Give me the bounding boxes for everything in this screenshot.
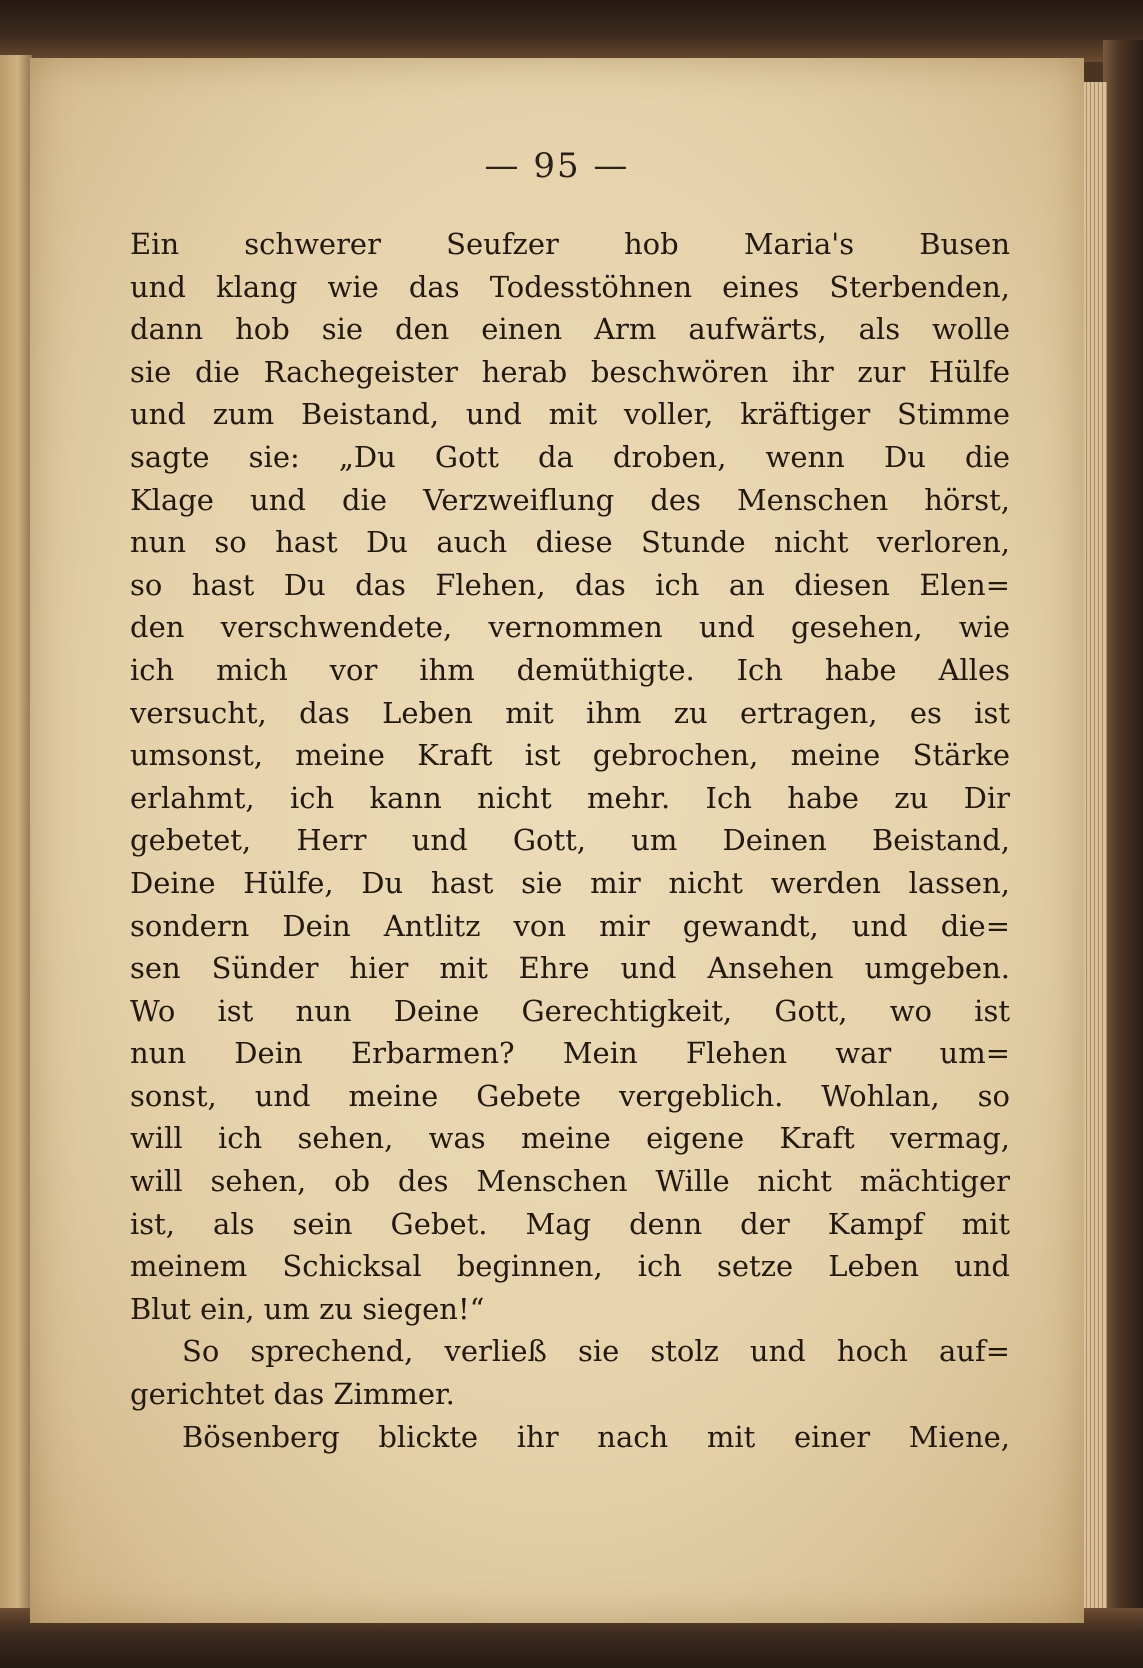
text-line: Blut ein, um zu siegen!“ bbox=[130, 1291, 485, 1326]
previous-page-edge bbox=[0, 55, 34, 1620]
text-line: erlahmt, ich kann nicht mehr. Ich habe zu Dir bbox=[130, 780, 1010, 815]
text-line: Klage und die Verzweiflung des Menschen hörst, bbox=[130, 482, 1010, 517]
text-line: ist, als sein Gebet. Mag denn der Kampf mit bbox=[130, 1206, 1010, 1241]
text-line: Bösenberg blickte ihr nach mit einer Miene, bbox=[182, 1419, 1010, 1454]
text-line: sagte sie: „Du Gott da droben, wenn Du die bbox=[130, 439, 1010, 474]
text-line: meinem Schicksal beginnen, ich setze Leben und bbox=[130, 1249, 1010, 1284]
text-line: sonst, und meine Gebete vergeblich. Wohlan, so bbox=[130, 1078, 1010, 1113]
page-stack-edge bbox=[1082, 82, 1107, 1622]
text-line: gebetet, Herr und Gott, um Deinen Beistand, bbox=[130, 823, 1010, 858]
text-line: sen Sünder hier mit Ehre und Ansehen umgeben. bbox=[130, 951, 1010, 986]
text-line: den verschwendete, vernommen und gesehen, wie bbox=[130, 610, 1010, 645]
page-number: — 95 — bbox=[484, 146, 630, 186]
text-line: Ein schwerer Seufzer hob Maria's Busen bbox=[130, 227, 1010, 261]
book-cover-right-edge bbox=[1103, 40, 1143, 1630]
text-line: will ich sehen, was meine eigene Kraft vermag, bbox=[130, 1121, 1010, 1156]
text-line: so hast Du das Flehen, das ich an diesen Elen= bbox=[130, 567, 1010, 602]
text-line: sie die Rachegeister herab beschwören ihr zur Hülfe bbox=[130, 354, 1010, 389]
book-cover-top-edge bbox=[0, 0, 1143, 62]
text-line: gerichtet das Zimmer. bbox=[130, 1377, 455, 1412]
text-line: umsonst, meine Kraft ist gebrochen, meine Stärke bbox=[130, 738, 1010, 773]
text-line: will sehen, ob des Menschen Wille nicht mächtiger bbox=[130, 1164, 1010, 1199]
text-line: Wo ist nun Deine Gerechtigkeit, Gott, wo ist bbox=[130, 993, 1010, 1028]
text-line: So sprechend, verließ sie stolz und hoch auf= bbox=[182, 1334, 1010, 1369]
text-line: Deine Hülfe, Du hast sie mir nicht werden lassen, bbox=[130, 865, 1010, 900]
text-line: und klang wie das Todesstöhnen eines Sterbenden, bbox=[130, 269, 1010, 304]
text-line: und zum Beistand, und mit voller, kräftiger Stimme bbox=[130, 397, 1010, 432]
page-text bbox=[130, 223, 1010, 1458]
text-line: dann hob sie den einen Arm aufwärts, als wolle bbox=[130, 312, 1010, 347]
text-line: versucht, das Leben mit ihm zu ertragen, es ist bbox=[130, 695, 1010, 730]
text-line: nun Dein Erbarmen? Mein Flehen war um= bbox=[130, 1036, 1010, 1071]
text-line: nun so hast Du auch diese Stunde nicht verloren, bbox=[130, 525, 1010, 560]
text-line: sondern Dein Antlitz von mir gewandt, und die= bbox=[130, 908, 1010, 943]
book-page bbox=[30, 58, 1084, 1623]
text-line: ich mich vor ihm demüthigte. Ich habe Alles bbox=[130, 652, 1010, 687]
